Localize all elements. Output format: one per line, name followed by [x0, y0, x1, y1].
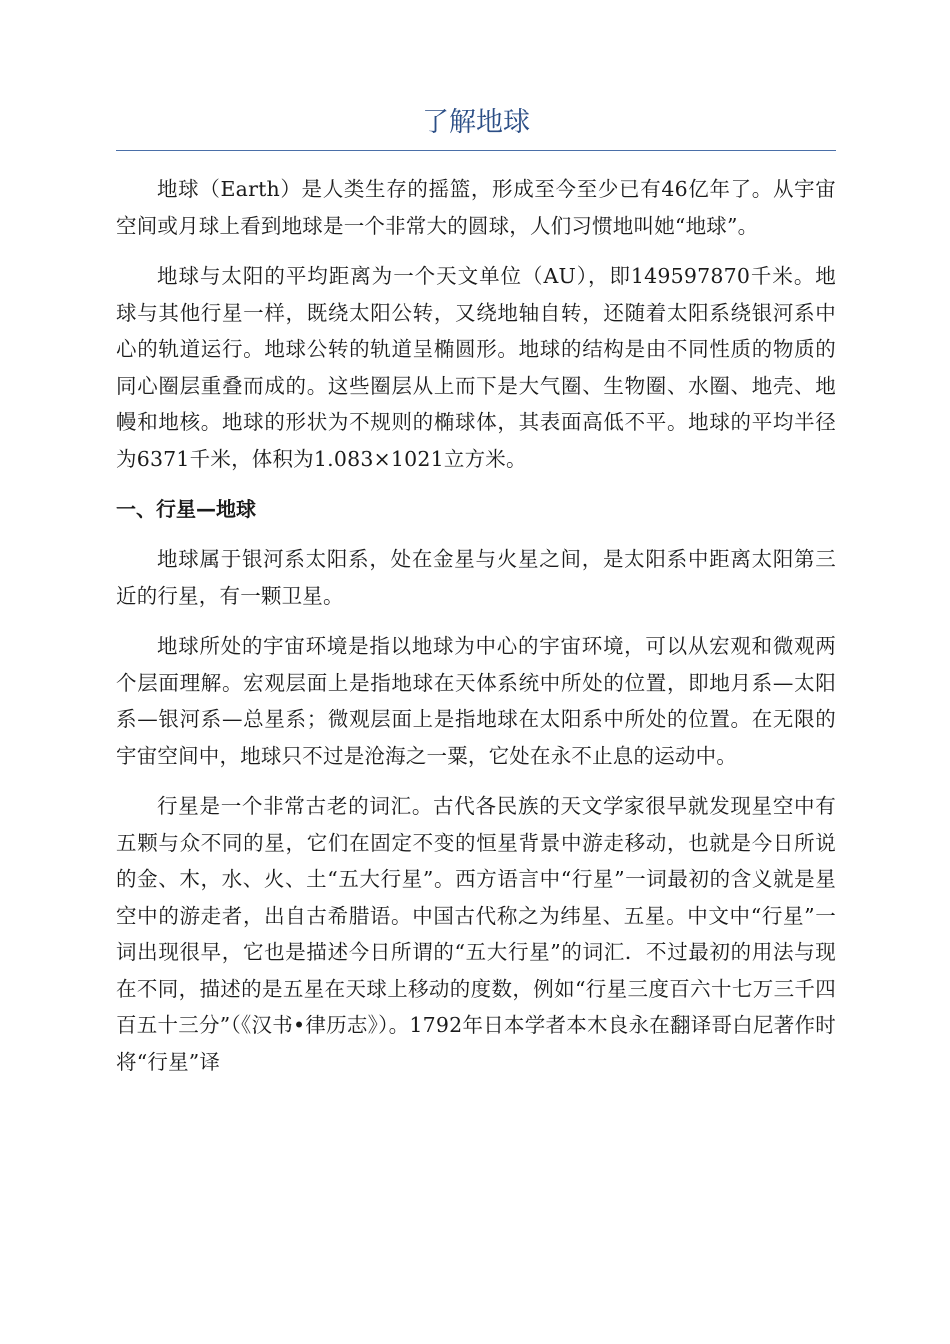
intro-paragraph-2: 地球与太阳的平均距离为一个天文单位（AU），即149597870千米。地球与其他行星一样，既绕太阳公转，又绕地轴自转，还随着太阳系绕银河系中心的轨道运行。地球公转的轨道呈椭圆形。地球的结构是由不同性质的物质的同心圈层重叠而成的。这些圈层从上而下是大气圈、生物圈、水圈、地壳、地幔和地核。地球的形状为不规则的椭球体，其表面高低不平。地球的平均半径为6371千米，体积为1.083×1021立方米。	[116, 264, 836, 471]
section-heading: 一、行星—地球	[116, 497, 256, 521]
intro-paragraph-1: 地球（Earth）是人类生存的摇篮，形成至今至少已有46亿年了。从宇宙空间或月球上看到地球是一个非常大的圆球，人们习惯地叫她“地球”。	[116, 177, 836, 238]
section-paragraph-1: 地球属于银河系太阳系，处在金星与火星之间，是太阳系中距离太阳第三近的行星，有一颗卫星。	[116, 547, 836, 608]
section-paragraph-2: 地球所处的宇宙环境是指以地球为中心的宇宙环境，可以从宏观和微观两个层面理解。宏观层面上是指地球在天体系统中所处的位置，即地月系—太阳系—银河系—总星系；微观层面上是指地球在太阳系中所处的位置。在无限的宇宙空间中，地球只不过是沧海之一粟，它处在永不止息的运动中。	[116, 634, 836, 768]
section-paragraph-3: 行星是一个非常古老的词汇。古代各民族的天文学家很早就发现星空中有五颗与众不同的星，它们在固定不变的恒星背景中游走移动，也就是今日所说的金、木，水、火、土“五大行星”。西方语言中“行星”一词最初的含义就是星空中的游走者，出自古希腊语。中国古代称之为纬星、五星。中文中“行星”一词出现很早，它也是描述今日所谓的“五大行星”的词汇．不过最初的用法与现在不同，描述的是五星在天球上移动的度数，例如“行星三度百六十七万三千四百五十三分”（《汉书•律历志》）。1792年日本学者本木良永在翻译哥白尼著作时将“行星”译	[116, 794, 836, 1074]
document-title: 了解地球	[116, 100, 836, 151]
document-page	[116, 100, 836, 1080]
